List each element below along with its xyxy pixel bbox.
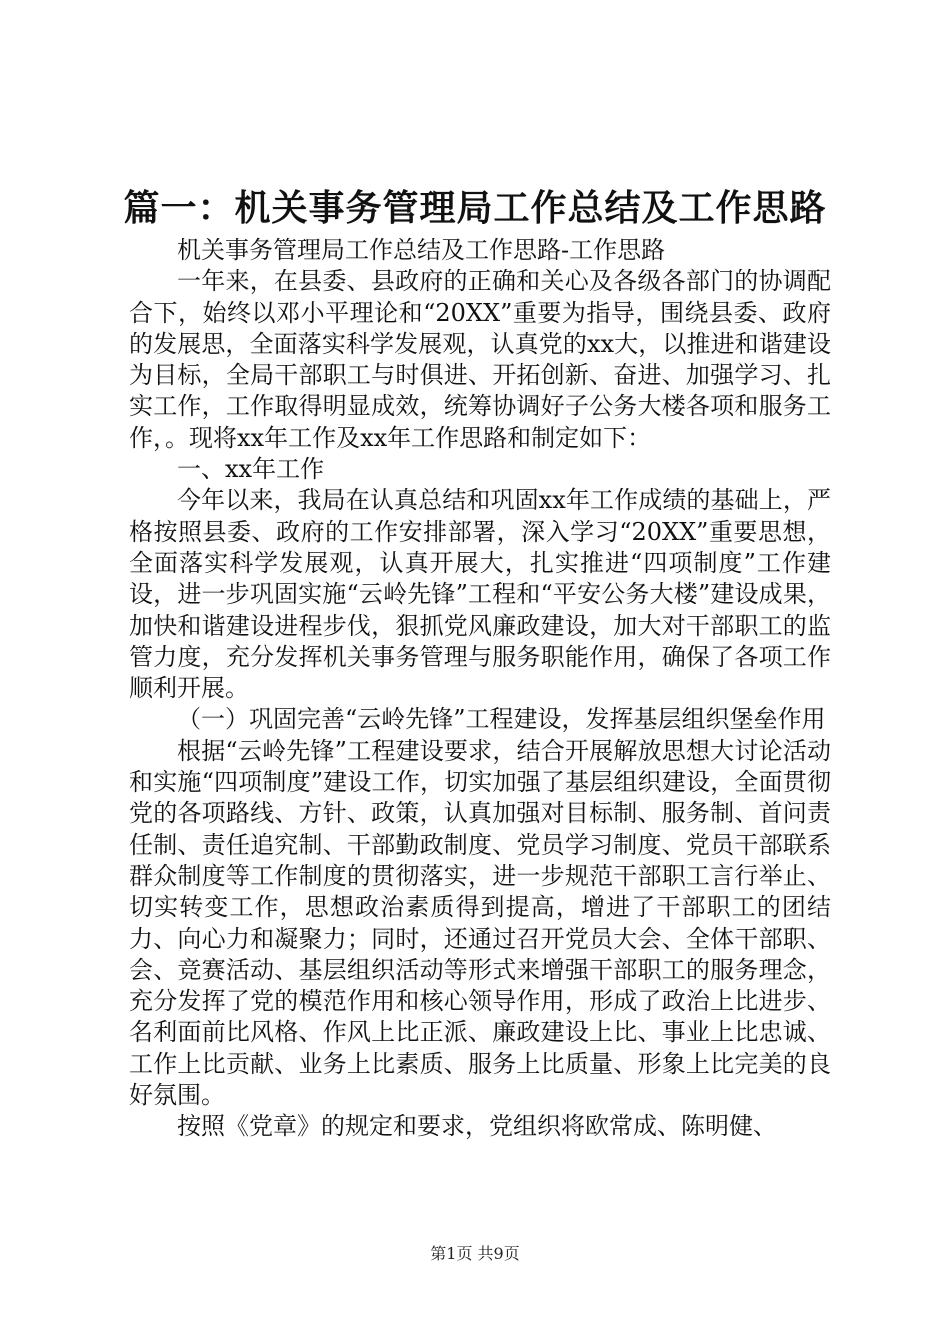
intro-paragraph: 一年来，在县委、县政府的正确和关心及各级各部门的协调配合下，始终以邓小平理论和“20XX”重要为指导，围绕县委、政府的发展思，全面落实科学发展观，认真党的xx大，以推进和谐建设为目标，全局干部职工与时俱进、开拓创新、奋进、加强学习、扎实工作，工作取得明显成效，统筹协调好子公务大楼各项和服务工作，。现将xx年工作及xx年工作思路和制定如下： — [129, 267, 831, 452]
section-heading: 一、xx年工作 — [177, 455, 325, 484]
page-title: 篇一：机关事务管理局工作总结及工作思路 — [123, 188, 827, 229]
document-body — [129, 235, 831, 1143]
page-number-footer: 第1页 共9页 — [430, 1244, 520, 1263]
subtitle-paragraph: 机关事务管理局工作总结及工作思路-工作思路 — [177, 236, 666, 264]
body-paragraph: 根据“云岭先锋”工程建设要求，结合开展解放思想大讨论活动和实施“四项制度”建设工作，切实加强了基层组织建设，全面贯彻党的各项路线、方针、政策，认真加强对目标制、服务制、首问责任制、责任追究制、干部勤政制度、党员学习制度、党员干部联系群众制度等工作制度的贯彻落实，进一步规范干部职工言行举止、切实转变工作，思想政治素质得到提高，增进了干部职工的团结力、向心力和凝聚力；同时，还通过召开党员大会、全体干部职、会、竞赛活动、基层组织活动等形式来增强干部职工的服务理念，充分发挥了党的模范作用和核心领导作用，形成了政治上比进步、名利面前比风格、作风上比正派、廉政建设上比、事业上比忠诚、工作上比贡献、业务上比素质、服务上比质量、形象上比完美的良好氛围。 — [129, 736, 831, 1110]
body-paragraph: 今年以来，我局在认真总结和巩固xx年工作成绩的基础上，严格按照县委、政府的工作安排部署，深入学习“20XX”重要思想，全面落实科学发展观，认真开展大，扎实推进“四项制度”工作建设，进一步巩固实施“云岭先锋”工程和“平安公务大楼”建设成果，加快和谐建设进程步伐，狠抓党风廉政建设，加大对干部职工的监管力度，充分发挥机关事务管理与服务职能作用，确保了各项工作顺利开展。 — [129, 486, 831, 703]
body-paragraph: 按照《党章》的规定和要求，党组织将欧常成、陈明健、 — [177, 1112, 777, 1141]
subsection-heading: （一）巩固完善“云岭先锋”工程建设，发挥基层组织堡垒作用 — [177, 705, 826, 734]
